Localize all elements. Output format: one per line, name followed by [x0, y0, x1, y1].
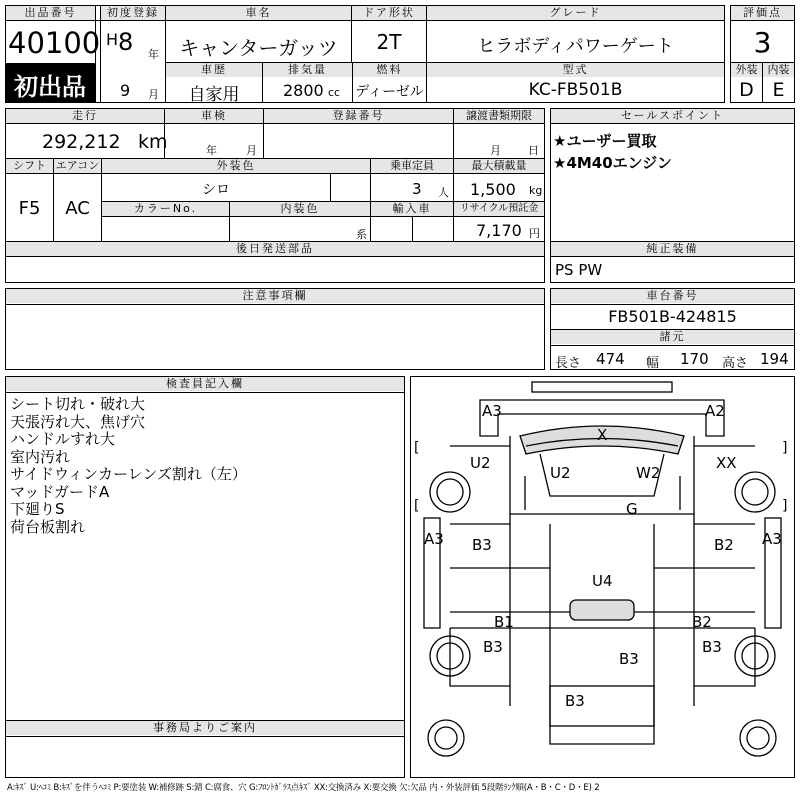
height-label: 高さ — [722, 356, 749, 371]
reg-label: 初度登録 — [101, 6, 165, 20]
lot-label: 出品番号 — [6, 6, 95, 20]
mark-bed-front-left: B3 — [472, 536, 492, 554]
history: 自家用 — [188, 85, 240, 105]
inspector-notes — [10, 396, 400, 536]
width-label: 幅 — [646, 356, 660, 371]
first-listing-text: 初出品 — [14, 73, 86, 101]
sales-point-2: ★4M40エンジン — [553, 154, 672, 172]
interior-grade: E — [772, 79, 785, 101]
mark-rear: B3 — [565, 692, 585, 710]
inspection-label: 車検 — [165, 109, 263, 123]
sales-point-1: ★ユーザー買取 — [553, 132, 657, 150]
load-unit: kg — [529, 184, 543, 197]
sales-point-label: セールスポイント — [551, 109, 794, 123]
transfer-day-unit: 日 — [528, 144, 539, 157]
color: シロ — [202, 182, 230, 198]
mark-bed-rear-center: B3 — [619, 650, 639, 668]
mark-cab-right: W2 — [636, 464, 661, 482]
car-name: キャンターガッツ — [179, 36, 338, 60]
mark-bed-center: U4 — [592, 572, 613, 590]
mark-bed-front-right: B2 — [714, 536, 734, 554]
mark-rail-right: B2 — [692, 613, 712, 631]
displacement: 2800 — [283, 81, 324, 100]
equipment: PS PW — [555, 261, 603, 279]
inspection-month-unit: 月 — [246, 144, 257, 157]
era: H — [106, 30, 119, 49]
reg-year: 8 — [118, 28, 134, 56]
ac-label: エアコン — [55, 159, 100, 172]
inspector-note: 下廻りS — [10, 500, 65, 518]
length: 474 — [596, 350, 625, 368]
load-label: 最大積載量 — [454, 159, 544, 173]
transfer-label: 譲渡書類期限 — [454, 109, 544, 123]
fuel: ディーゼル — [355, 84, 424, 100]
mark-left-side: A3 — [424, 530, 444, 548]
grade: ヒラボディパワーゲート — [477, 36, 674, 57]
mark-cab-rear: G — [626, 500, 638, 518]
chassis-number: FB501B-424815 — [608, 307, 737, 326]
score-label: 評価点 — [731, 6, 794, 20]
height: 194 — [760, 350, 789, 368]
mark-bed-rear-right: B3 — [702, 638, 722, 656]
score: 3 — [753, 26, 772, 59]
recycle-label: リサイクル預託金 — [454, 202, 544, 216]
inspector-note: 荷台板割れ — [10, 517, 86, 536]
car-name-label: 車名 — [166, 6, 351, 20]
inspector-note: 室内汚れ — [10, 447, 71, 466]
displacement-unit: cc — [328, 86, 341, 99]
mark-front-right: A2 — [705, 402, 725, 420]
recycle-fee: 7,170 — [476, 221, 522, 240]
ac: AC — [65, 198, 90, 219]
shift-label: シフト — [6, 159, 53, 173]
grade-label: グレード — [427, 6, 724, 20]
year-unit: 年 — [148, 48, 159, 61]
mark-bracket-left-2: [ — [414, 498, 420, 514]
mark-left-door-mirror: U2 — [470, 454, 491, 472]
mark-rail-left: B1 — [494, 613, 514, 631]
month-unit: 月 — [148, 88, 159, 101]
mark-right-top: XX — [716, 454, 737, 472]
transfer-month-unit: 月 — [490, 144, 501, 157]
recycle-unit: 円 — [529, 227, 540, 240]
history-label: 車歴 — [166, 63, 262, 77]
load: 1,500 — [470, 180, 516, 199]
mark-windshield: X — [597, 426, 608, 444]
reg-no-label: 登録番号 — [264, 109, 453, 123]
reg-month: 9 — [120, 81, 131, 100]
inspector-note: ハンドルすれ大 — [10, 430, 116, 448]
model: KC-FB501B — [528, 80, 623, 100]
dims-label: 諸元 — [551, 330, 794, 344]
inspector-label: 検査員記入欄 — [6, 377, 404, 391]
mileage-unit: km — [138, 131, 168, 153]
caution-label: 注意事項欄 — [6, 289, 544, 303]
mark-right-side: A3 — [762, 530, 782, 548]
inspector-note: 天張汚れ大、焦げ穴 — [10, 412, 146, 431]
exterior-grade: D — [739, 79, 754, 101]
legend: A:ｷｽﾞ U:ﾍｺﾐ B:ｷｽﾞを伴うﾍｺﾐ P:要塗装 W:補修跡 S:錆 C:腐食、穴 G:ﾌﾛﾝﾄｶﾞﾗｽ点ｷｽﾞ XX:交換済み X:要交換 欠:欠品 内・外装評価 5段階ﾗﾝｸ順(A・B・C・D・E) 2 — [7, 783, 600, 793]
inspector-note: マッドガードA — [10, 482, 110, 501]
capacity-unit: 人 — [438, 186, 449, 199]
mileage-label: 走行 — [6, 109, 164, 123]
mark-cab-left: U2 — [550, 464, 571, 482]
inspector-note: シート切れ・破れ大 — [10, 395, 146, 413]
mark-bracket-right-1: ] — [782, 440, 788, 456]
interior-color-label: 内装色 — [230, 202, 370, 216]
inspection-year-unit: 年 — [206, 144, 217, 157]
interior-label: 内装 — [763, 63, 794, 77]
later-parts-label: 後日発送部品 — [6, 242, 544, 256]
interior-color-suffix: 系 — [356, 228, 367, 241]
exterior-label: 外装 — [731, 63, 762, 77]
mark-bracket-left-1: [ — [414, 440, 420, 456]
capacity: 3 — [412, 180, 422, 198]
mark-front-left: A3 — [482, 402, 502, 420]
mileage: 292,212 — [42, 131, 121, 153]
width: 170 — [680, 350, 709, 368]
color-no-label: カラーNo. — [102, 202, 229, 216]
mark-bracket-right-2: ] — [782, 498, 788, 514]
door-type: 2T — [376, 30, 402, 54]
length-label: 長さ — [555, 356, 582, 371]
import-label: 輸入車 — [371, 202, 453, 216]
color-label: 外装色 — [102, 159, 370, 173]
chassis-label: 車台番号 — [551, 289, 794, 303]
office-label: 事務局よりご案内 — [6, 721, 404, 735]
mark-bed-rear-left: B3 — [483, 638, 503, 656]
door-label: ドア形状 — [352, 6, 426, 20]
inspector-note: サイドウィンカーレンズ割れ（左） — [10, 465, 247, 483]
fuel-label: 燃料 — [353, 63, 426, 77]
shift: F5 — [18, 198, 41, 219]
capacity-label: 乗車定員 — [371, 159, 453, 173]
displacement-label: 排気量 — [263, 63, 352, 77]
lot-number: 40100 — [8, 26, 101, 60]
model-label: 型式 — [427, 63, 724, 77]
equipment-label: 純正装備 — [551, 242, 794, 256]
